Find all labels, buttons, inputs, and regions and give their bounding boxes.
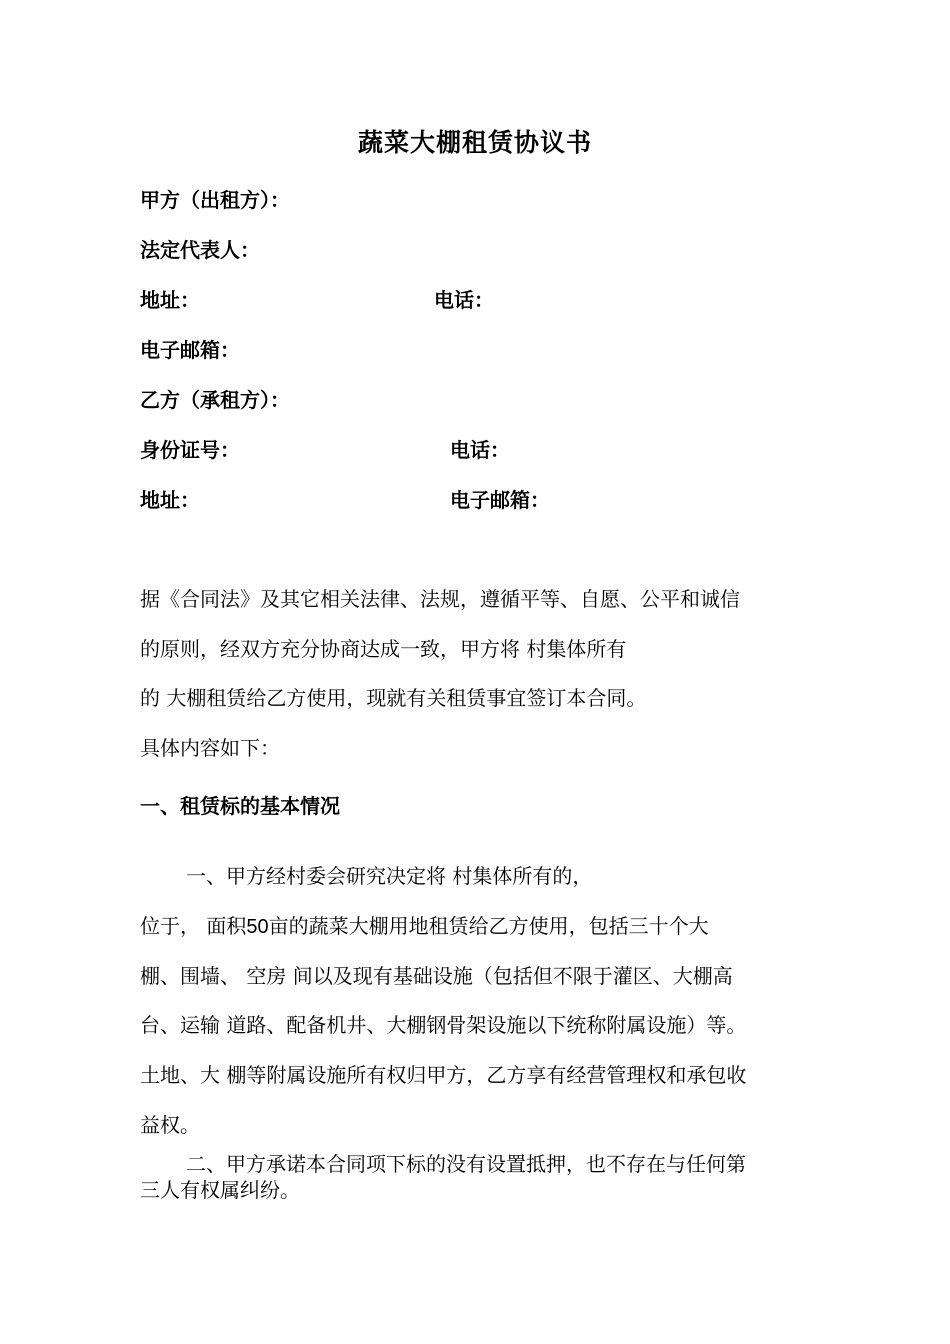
section-heading: 一、租赁标的基本情况 <box>140 794 340 818</box>
clause-line: 益权。 <box>140 1113 200 1137</box>
party-a-address-label: 地址： <box>140 288 200 312</box>
party-b-address-label: 地址： <box>140 488 200 512</box>
clause-text: 亩的蔬菜大棚用地租赁给乙方使用，包括三十个大 <box>268 914 709 938</box>
party-a-label: 甲方（出租方）： <box>140 188 290 212</box>
clause-text: 位于， 面积 <box>140 914 247 938</box>
clause-line: 三人有权属纠纷。 <box>140 1178 300 1202</box>
clause-line: 台、运输 道路、配备机井、大棚钢骨架设施以下统称附属设施）等。 <box>140 1013 747 1037</box>
party-a-phone-label: 电话： <box>434 288 494 312</box>
party-b-id-label: 身份证号： <box>140 438 240 462</box>
preamble-line: 的原则，经双方充分协商达成一致，甲方将 村集体所有 <box>140 637 627 661</box>
preamble-line: 具体内容如下： <box>140 736 280 760</box>
clause-line: 土地、大 棚等附属设施所有权归甲方，乙方享有经营管理权和承包收 <box>140 1063 747 1087</box>
party-a-email-label: 电子邮箱： <box>140 338 240 362</box>
party-b-email-label: 电子邮箱： <box>450 488 550 512</box>
party-b-phone-label: 电话： <box>450 438 510 462</box>
preamble-line: 的 大棚租赁给乙方使用，现就有关租赁事宜签订本合同。 <box>140 686 647 710</box>
area-value: 50 <box>246 916 269 938</box>
clause-line: 棚、围墙、 空房 间以及现有基础设施（包括但不限于灌区、大棚高 <box>140 964 733 988</box>
document-title: 蔬菜大棚租赁协议书 <box>357 128 592 157</box>
party-b-label: 乙方（承租方）： <box>140 388 290 412</box>
preamble-line: 据《合同法》及其它相关法律、法规，遵循平等、自愿、公平和诚信 <box>140 587 740 611</box>
party-a-legal-rep-label: 法定代表人： <box>140 238 260 262</box>
clause-line: 一、甲方经村委会研究决定将 村集体所有的， <box>186 864 593 888</box>
clause-line <box>140 914 709 939</box>
clause-line: 二、甲方承诺本合同项下标的没有设置抵押，也不存在与任何第 <box>186 1152 746 1176</box>
